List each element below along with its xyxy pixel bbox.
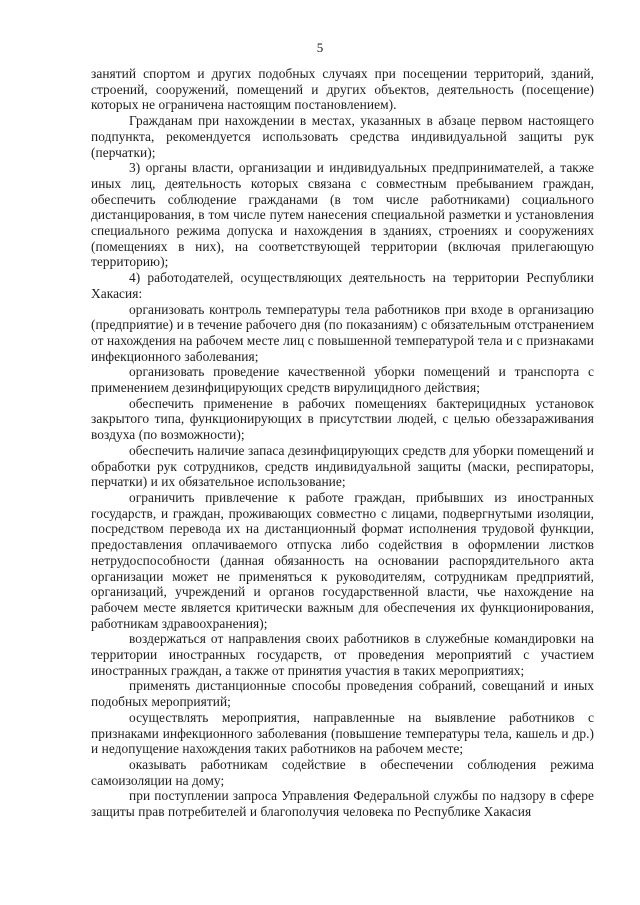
paragraph-8: обеспечить наличие запаса дезинфицирующих средств для уборки помещений и обработки рук сотрудников, средств индивидуальной защиты (маски, респираторы, перчатки) и их обязательное использование;: [91, 442, 594, 490]
paragraph-11: применять дистанционные способы проведения собраний, совещаний и иных подобных мероприятий;: [91, 678, 594, 710]
paragraph-2: Гражданам при нахождении в местах, указанных в абзаце первом настоящего подпункта, рекомендуется использовать средства индивидуальной защиты рук (перчатки);: [91, 113, 594, 160]
paragraph-6: организовать проведение качественной уборки помещений и транспорта с применением дезинфицирующих средств вирулицидного действия;: [91, 364, 594, 396]
paragraph-7: обеспечить применение в рабочих помещениях бактерицидных установок закрытого типа, функционирующих в присутствии людей, с целью обеззараживания воздуха (по возможности);: [91, 395, 594, 443]
paragraph-14: при поступлении запроса Управления Федеральной службы по надзору в сфере защиты прав потребителей и благополучия человека по Республике Хакасия: [91, 788, 594, 820]
paragraph-4: 4) работодателей, осуществляющих деятельность на территории Республики Хакасия:: [91, 270, 594, 301]
paragraph-12: осуществлять мероприятия, направленные на выявление работников с признаками инфекционного заболевания (повышение температуры тела, кашель и др.) и недопущение нахождения таких работников на рабочем месте;: [91, 709, 594, 757]
paragraph-1: занятий спортом и других подобных случаях при посещении территорий, зданий, строений, сооружений, помещений и других объектов, деятельность (посещение) которых не ограничена настоящим постановлением).: [91, 66, 594, 113]
paragraph-3: 3) органы власти, организации и индивидуальных предпринимателей, а также иных лиц, деятельность которых связана с совместным пребыванием граждан, обеспечить соблюдение гражданами (в том числе работниками) социального дистанцирования, в том числе путем нанесения специальной разметки и установления специального режима допуска и нахождения в зданиях, строениях и сооружениях (помещениях в них), на соответствующей территории (включая прилегающую территорию);: [91, 160, 594, 270]
page-number: 5: [316, 40, 324, 55]
paragraph-13: оказывать работникам содействие в обеспечении соблюдения режима самоизоляции на дому;: [91, 756, 594, 788]
paragraph-10: воздержаться от направления своих работников в служебные командировки на территории иностранных государств, от проведения мероприятий с участием иностранных граждан, а также от принятия участия в таких мероприятиях;: [91, 631, 594, 678]
paragraph-5: организовать контроль температуры тела работников при входе в организацию (предприятие) и в течение рабочего дня (по показаниям) с обязательным отстранением от нахождения на рабочем месте лиц с повышенной температурой тела и с признаками инфекционного заболевания;: [91, 301, 594, 364]
paragraph-9: ограничить привлечение к работе граждан, прибывших из иностранных государств, и граждан, проживающих совместно с лицами, подвергнутыми изоляции, посредством перевода их на дистанционный формат исполнения трудовой функции, предоставления оплачиваемого отпуска либо содействия в оформлении листков нетрудоспособности (данная обязанность на основании распорядительного акта организации может не применяться к руководителям, сотрудникам предприятий, организаций, учреждений и органов государственной власти, чье нахождение на рабочем месте является критически важным для обеспечения их функционирования, работникам здравоохранения);: [91, 489, 594, 631]
document-body: [91, 66, 594, 820]
